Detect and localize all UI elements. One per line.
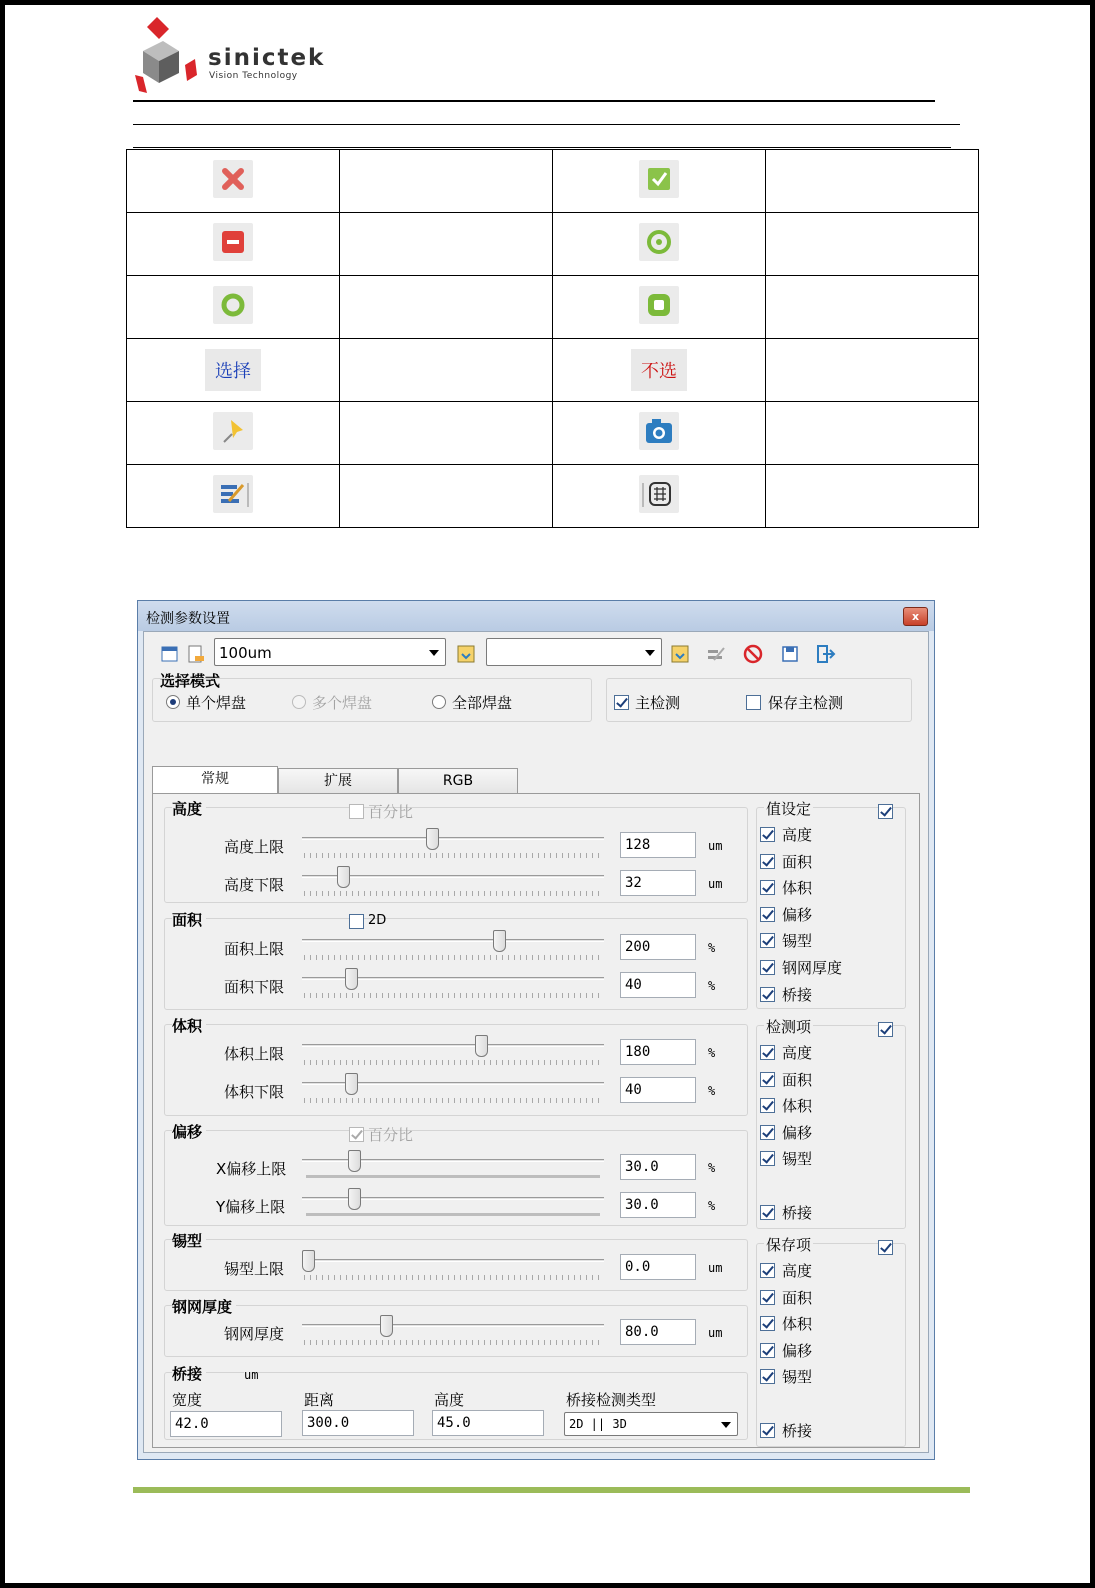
area-upper-ticks xyxy=(304,955,600,960)
value-set-label: 高度 xyxy=(782,826,813,844)
save-items-checkbox[interactable] xyxy=(760,1369,775,1384)
area-lower-unit: % xyxy=(708,979,716,993)
save-items-checkbox[interactable] xyxy=(760,1290,775,1305)
import-icon[interactable] xyxy=(456,644,476,664)
check-items-checkbox[interactable] xyxy=(760,1098,775,1113)
shape-ticks xyxy=(304,1275,600,1280)
check-items-group xyxy=(756,1025,906,1229)
volume-upper-ticks xyxy=(304,1060,600,1065)
radio-multi-pad[interactable] xyxy=(292,695,306,709)
header-rule xyxy=(133,147,951,148)
value-set-all-checkbox[interactable] xyxy=(878,804,893,819)
save-items-checkbox[interactable] xyxy=(760,1423,775,1438)
save-items-label: 偏移 xyxy=(782,1341,813,1360)
check-items-checkbox[interactable] xyxy=(760,1205,775,1220)
chevron-down-icon xyxy=(429,650,439,656)
check-items-checkbox[interactable] xyxy=(760,1151,775,1166)
x-offset-label: X偏移上限 xyxy=(216,1160,287,1178)
area-2d-checkbox[interactable] xyxy=(349,914,364,929)
y-offset-input[interactable]: 30.0 xyxy=(620,1192,696,1218)
radio-single-pad-label: 单个焊盘 xyxy=(186,694,247,712)
tab-rgb[interactable]: RGB xyxy=(398,768,518,794)
stencil-ticks xyxy=(304,1340,600,1345)
y-offset-slider[interactable] xyxy=(348,1188,361,1210)
stencil-input[interactable]: 80.0 xyxy=(620,1319,696,1345)
value-set-checkbox[interactable] xyxy=(760,827,775,842)
save-items-label: 高度 xyxy=(782,1262,813,1280)
height-percent-checkbox[interactable] xyxy=(349,804,364,819)
check-items-title: 检测项 xyxy=(766,1018,812,1036)
height-lower-slider[interactable] xyxy=(337,866,350,888)
area-upper-input[interactable]: 200 xyxy=(620,934,696,960)
cancel-icon[interactable] xyxy=(743,644,763,664)
shape-title: 锡型 xyxy=(172,1230,206,1251)
value-set-checkbox[interactable] xyxy=(760,854,775,869)
bridge-unit: um xyxy=(244,1368,259,1382)
height-upper-input[interactable]: 128 xyxy=(620,832,696,858)
stencil-title: 钢网厚度 xyxy=(172,1296,236,1317)
offset-percent-checkbox[interactable] xyxy=(349,1127,364,1142)
tab-extended[interactable]: 扩展 xyxy=(278,768,398,794)
stencil-slider[interactable] xyxy=(380,1315,393,1337)
new-file-icon[interactable] xyxy=(186,644,206,664)
volume-upper-label: 体积上限 xyxy=(224,1045,285,1063)
shape-input[interactable]: 0.0 xyxy=(620,1254,696,1280)
value-set-label: 桥接 xyxy=(782,985,813,1004)
radio-all-pad[interactable] xyxy=(432,695,446,709)
import-icon[interactable] xyxy=(670,644,690,664)
volume-lower-ticks xyxy=(304,1098,600,1103)
shape-upper-label: 锡型上限 xyxy=(224,1260,285,1278)
value-set-checkbox[interactable] xyxy=(760,907,775,922)
radio-single-pad[interactable] xyxy=(166,695,180,709)
sinictek-logo-icon xyxy=(135,17,205,97)
save-items-checkbox[interactable] xyxy=(760,1343,775,1358)
check-items-label: 体积 xyxy=(782,1097,813,1116)
height-lower-label: 高度下限 xyxy=(224,876,285,894)
save-icon[interactable] xyxy=(780,644,800,664)
tab-general[interactable]: 常规 xyxy=(152,766,278,794)
y-offset-bar xyxy=(306,1213,600,1216)
logo-tagline: Vision Technology xyxy=(209,71,298,81)
check-items-label: 锡型 xyxy=(782,1150,813,1169)
bridge-distance-label: 距离 xyxy=(304,1391,335,1409)
area-upper-label: 面积上限 xyxy=(224,940,285,958)
header-rule xyxy=(133,100,935,102)
camera-icon xyxy=(639,412,679,450)
value-set-group xyxy=(756,807,906,1009)
y-offset-label: Y偏移上限 xyxy=(216,1198,286,1216)
main-check-checkbox[interactable] xyxy=(614,695,629,710)
height-lower-unit: um xyxy=(708,877,723,891)
close-button[interactable]: x xyxy=(903,607,928,626)
value-set-checkbox[interactable] xyxy=(760,880,775,895)
x-offset-bar xyxy=(306,1175,600,1178)
x-offset-unit: % xyxy=(708,1161,716,1175)
x-offset-input[interactable]: 30.0 xyxy=(620,1154,696,1180)
edit-chart-icon[interactable] xyxy=(706,644,726,664)
icon-table xyxy=(126,149,979,528)
volume-upper-unit: % xyxy=(708,1046,716,1060)
stencil-label: 钢网厚度 xyxy=(224,1325,285,1343)
red-x-icon xyxy=(213,160,253,198)
title-bar[interactable] xyxy=(138,601,934,631)
chevron-down-icon xyxy=(645,650,655,656)
offset-title: 偏移 xyxy=(172,1121,206,1142)
volume-upper-track xyxy=(302,1044,604,1047)
save-items-title: 保存项 xyxy=(766,1236,812,1254)
bridge-type-label: 桥接检测类型 xyxy=(566,1391,657,1409)
area-lower-ticks xyxy=(304,993,600,998)
save-items-label: 桥接 xyxy=(782,1421,813,1440)
bridge-height-label: 高度 xyxy=(434,1391,465,1409)
save-items-label: 体积 xyxy=(782,1315,813,1334)
check-items-checkbox[interactable] xyxy=(760,1045,775,1060)
edit-chart-icon xyxy=(213,475,253,513)
shape-slider[interactable] xyxy=(302,1250,315,1272)
value-set-title: 值设定 xyxy=(766,800,812,818)
window-body xyxy=(143,631,929,1453)
volume-title: 体积 xyxy=(172,1015,206,1036)
open-file-icon[interactable] xyxy=(160,644,180,664)
bridge-distance-input[interactable]: 300.0 xyxy=(302,1410,414,1436)
select-mode-title: 选择模式 xyxy=(160,672,221,690)
height-percent-label: 百分比 xyxy=(368,803,414,821)
stencil-track xyxy=(302,1324,604,1327)
check-items-label: 桥接 xyxy=(782,1203,813,1222)
height-title: 高度 xyxy=(172,798,206,819)
value-set-label: 偏移 xyxy=(782,905,813,924)
height-lower-input[interactable]: 32 xyxy=(620,870,696,896)
value-set-label: 体积 xyxy=(782,879,813,898)
height-upper-unit: um xyxy=(708,839,723,853)
save-main-checkbox[interactable] xyxy=(746,695,761,710)
y-offset-unit: % xyxy=(708,1199,716,1213)
volume-lower-input[interactable]: 40 xyxy=(620,1077,696,1103)
volume-upper-slider[interactable] xyxy=(475,1035,488,1057)
deselect-label: 不选 xyxy=(631,349,687,391)
area-lower-label: 面积下限 xyxy=(224,978,285,996)
green-square-icon xyxy=(639,286,679,324)
area-2d-label: 2D xyxy=(368,913,387,928)
area-upper-unit: % xyxy=(708,941,716,955)
chevron-down-icon xyxy=(721,1422,731,1428)
check-items-label: 高度 xyxy=(782,1044,813,1062)
shape-unit: um xyxy=(708,1261,723,1275)
x-offset-slider[interactable] xyxy=(348,1150,361,1172)
value-set-checkbox[interactable] xyxy=(760,987,775,1002)
secondary-select[interactable] xyxy=(486,638,662,666)
pin-icon xyxy=(213,412,253,450)
volume-lower-label: 体积下限 xyxy=(224,1083,285,1101)
save-items-checkbox[interactable] xyxy=(760,1263,775,1278)
grid-table-icon xyxy=(639,475,679,513)
check-items-label: 面积 xyxy=(782,1070,813,1089)
volume-lower-unit: % xyxy=(708,1084,716,1098)
main-check-label: 主检测 xyxy=(635,694,681,712)
bridge-type-value: 2D || 3D xyxy=(569,1417,627,1431)
radio-multi-pad-label: 多个焊盘 xyxy=(312,694,373,712)
value-set-checkbox[interactable] xyxy=(760,960,775,975)
green-check-icon xyxy=(639,160,679,198)
resolution-select[interactable] xyxy=(214,638,446,666)
save-items-group xyxy=(756,1243,906,1447)
save-items-checkbox[interactable] xyxy=(760,1316,775,1331)
check-items-checkbox[interactable] xyxy=(760,1125,775,1140)
height-upper-track xyxy=(302,837,604,840)
exit-icon[interactable] xyxy=(816,644,836,664)
header-rule xyxy=(133,124,960,125)
bridge-type-select[interactable] xyxy=(564,1412,738,1436)
footer-line xyxy=(133,1487,970,1493)
value-set-checkbox[interactable] xyxy=(760,933,775,948)
red-minus-icon xyxy=(213,223,253,261)
bridge-width-label: 宽度 xyxy=(172,1391,203,1409)
area-upper-track xyxy=(302,939,604,942)
resolution-value: 100um xyxy=(219,644,272,662)
check-items-label: 偏移 xyxy=(782,1123,813,1142)
area-upper-slider[interactable] xyxy=(493,930,506,952)
green-target-icon xyxy=(639,223,679,261)
area-lower-slider[interactable] xyxy=(345,968,358,990)
check-items-all-checkbox[interactable] xyxy=(878,1022,893,1037)
value-set-label: 钢网厚度 xyxy=(782,959,843,977)
bridge-height-input[interactable]: 45.0 xyxy=(432,1410,544,1436)
bridge-width-input[interactable]: 42.0 xyxy=(170,1411,282,1437)
shape-track xyxy=(302,1259,604,1262)
select-label: 选择 xyxy=(205,349,261,391)
volume-lower-slider[interactable] xyxy=(345,1073,358,1095)
area-title: 面积 xyxy=(172,909,206,930)
logo-name: sinictek xyxy=(208,45,326,71)
save-items-label: 面积 xyxy=(782,1288,813,1307)
height-upper-slider[interactable] xyxy=(426,828,439,850)
parameter-window xyxy=(137,600,935,1460)
save-items-label: 锡型 xyxy=(782,1368,813,1387)
value-set-label: 锡型 xyxy=(782,932,813,951)
radio-all-pad-label: 全部焊盘 xyxy=(452,694,513,712)
value-set-label: 面积 xyxy=(782,852,813,871)
stencil-unit: um xyxy=(708,1326,723,1340)
bridge-title: 桥接 xyxy=(172,1363,206,1384)
check-items-checkbox[interactable] xyxy=(760,1072,775,1087)
green-ring-icon xyxy=(213,286,253,324)
height-upper-ticks xyxy=(304,853,600,858)
window-title: 检测参数设置 xyxy=(146,611,230,627)
offset-percent-label: 百分比 xyxy=(368,1126,414,1144)
height-lower-ticks xyxy=(304,891,600,896)
area-lower-input[interactable]: 40 xyxy=(620,972,696,998)
save-items-all-checkbox[interactable] xyxy=(878,1240,893,1255)
toolbar xyxy=(146,635,926,667)
volume-upper-input[interactable]: 180 xyxy=(620,1039,696,1065)
save-main-label: 保存主检测 xyxy=(768,694,844,712)
height-upper-label: 高度上限 xyxy=(224,838,285,856)
